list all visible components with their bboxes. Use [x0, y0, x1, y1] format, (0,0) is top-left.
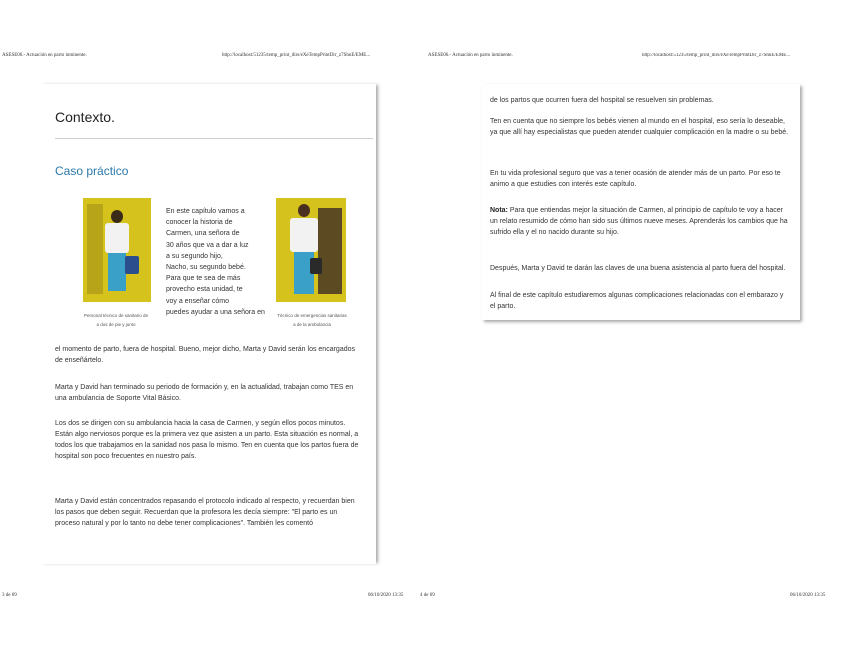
- intro-line: Carmen, una señora de: [166, 230, 240, 238]
- intro-line: provecho esta unidad, te: [166, 286, 243, 294]
- right-paragraph-3: En tu vida profesional seguro que vas a tener ocasión de atender más de un parto. Por eso te animo a que estudies con interés este capítulo.: [490, 170, 781, 188]
- intro-line: En este capítulo vamos a: [166, 208, 245, 215]
- intro-line: conocer la historia de: [166, 219, 233, 227]
- section-divider: [55, 138, 373, 139]
- print-header-url-left: http://localhost:51235/temp_print_dirs/eXeTempPrintDir_z7ShnE/EME...: [222, 53, 371, 58]
- intro-line: voy a enseñar cómo: [166, 297, 230, 305]
- print-header-title-left: ASESE06.- Actuación en parto inminente.: [2, 53, 87, 58]
- print-footer-date-right: 06/10/2020 13:35: [790, 593, 826, 598]
- right-paragraph-2: Ten en cuenta que no siempre los bebés vienen al mundo en el hospital, eso sería lo deseable, ya que allí hay especialistas que pueden atender cualquier complicación en la madre o su bebé.: [490, 118, 789, 136]
- print-footer-page-left: 3 de 69: [2, 593, 17, 598]
- left-paragraph-1: el momento de parto, fuera de hospital. Bueno, mejor dicho, Marta y David serán los encargados de enseñártelo.: [55, 346, 355, 364]
- photo-technician-ambulance-2: [276, 198, 346, 302]
- photo2-caption-line1: Técnico de emergencias sanitarias: [277, 313, 347, 318]
- print-footer-page-center: 4 de 69: [420, 593, 435, 598]
- section-title: Contexto.: [55, 109, 115, 125]
- photo-technician-ambulance-1: [83, 198, 151, 302]
- left-paragraph-2: Marta y David han terminado su periodo de formación y, en la actualidad, trabajan como TES en una ambulancia de Soporte Vital Básico.: [55, 384, 354, 402]
- note-label: Nota:: [490, 207, 508, 214]
- photo2-caption-line2: a de la ambulancia: [293, 322, 331, 327]
- intro-line: a su segundo hijo,: [166, 252, 223, 260]
- print-header-url-right: http://localhost:51235/temp_print_dirs/eXeTempPrintDir_z7ShnE/EME...: [642, 53, 791, 58]
- intro-line: 30 años que va a dar a luz: [166, 241, 249, 249]
- right-note: [490, 205, 790, 238]
- intro-line: Nacho, su segundo bebé.: [166, 264, 246, 272]
- left-paragraph-3: Los dos se dirigen con su ambulancia hacia la casa de Carmen, y según ellos pocos minutos. Están algo nerviosos porque es la primera vez que asisten a un parto. Esta situación es normal, a todos los que trabajamos en la sanidad nos pasa lo mismo. Ten en cuenta que los partos fuera de hospital son poco frecuentes en nuestro país.: [55, 420, 359, 460]
- right-paragraph-1: de los partos que ocurren fuera del hospital se resuelven sin problemas.: [490, 97, 714, 104]
- right-paragraph-6: Al final de este capítulo estudiaremos algunas complicaciones relacionadas con el embarazo y el parto.: [490, 292, 784, 310]
- right-paragraph-5: Después, Marta y David te darán las claves de una buena asistencia al parto fuera del hospital.: [490, 265, 786, 272]
- print-header-title-right: ASESE06.- Actuación en parto inminente.: [428, 53, 513, 58]
- intro-line: Para que te sea de más: [166, 275, 241, 283]
- left-paragraph-4: Marta y David están concentrados repasando el protocolo indicado al respecto, y recuerdan bien los pasos que deben seguir. Recuerdan que la profesora les decía siempre: "El parto es un proceso natural y por lo tanto no debe tener complicaciones". También les comentó: [55, 498, 355, 527]
- photo1-caption-line1: Personal técnico de sanitario de: [83, 313, 149, 318]
- print-footer-date-center: 06/10/2020 13:35: [368, 593, 404, 598]
- intro-line: puedes ayudar a una señora en: [166, 308, 265, 316]
- intro-text: [166, 206, 266, 318]
- case-study-title: Caso práctico: [55, 164, 129, 178]
- photo1-caption-line2: a dos de pie y junto: [96, 322, 136, 327]
- note-text: Para que entiendas mejor la situación de Carmen, al principio de capítulo te voy a hacer un relato resumido de cómo han sido sus últimos nueve meses. Aprenderás los cambios que ha sufrido ella y el no nacido durante su hijo.: [490, 207, 788, 236]
